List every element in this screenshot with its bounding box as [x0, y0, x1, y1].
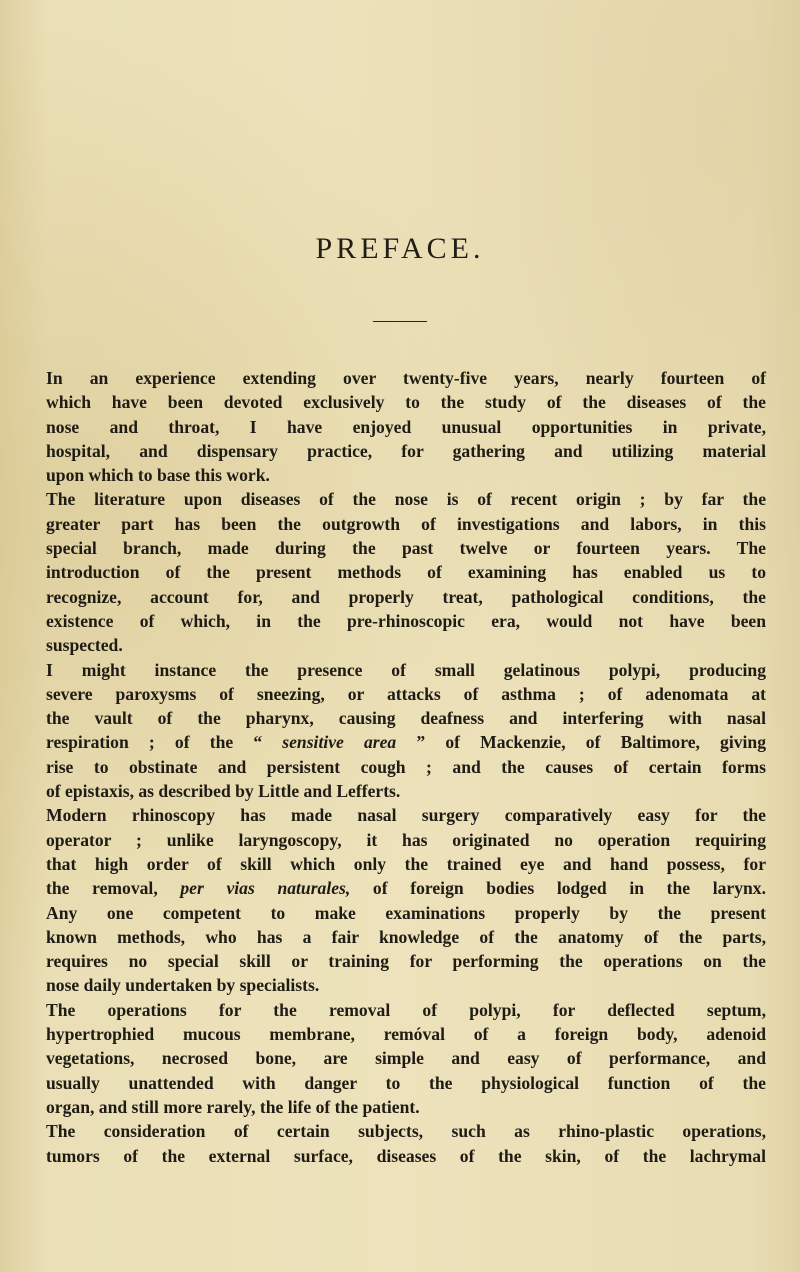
text-segment: respiration ; of the “ — [46, 732, 283, 753]
text-line: of epistaxis, as described by Little and Lefferts. — [46, 781, 401, 802]
text-line — [46, 730, 766, 754]
text-line — [46, 876, 766, 900]
italic-phrase: sensitive area — [282, 732, 397, 753]
text-line: requires no special skill or training for performing the operations on the — [46, 951, 766, 972]
text-line: hospital, and dispensary practice, for gathering and utilizing material — [46, 440, 766, 461]
text-line: nose daily undertaken by specialists. — [46, 975, 320, 996]
text-line: Any one competent to make examinations properly by the present — [46, 902, 766, 923]
text-line: The consideration of certain subjects, such as rhino-plastic operations, — [46, 1121, 766, 1142]
text-segment: ” of Mackenzie, of Baltimore, giving — [396, 732, 766, 753]
text-line: organ, and still more rarely, the life of the patient. — [46, 1096, 420, 1117]
text-line: tumors of the external surface, diseases of the skin, of the lachrymal — [46, 1145, 766, 1166]
text-line: the vault of the pharynx, causing deafness and interfering with nasal — [46, 708, 766, 729]
text-line: known methods, who has a fair knowledge of the anatomy of the parts, — [46, 926, 766, 947]
italic-phrase: per vias naturales, — [180, 878, 351, 899]
text-line: special branch, made during the past twelve or fourteen years. The — [46, 538, 766, 559]
text-line: that high order of skill which only the trained eye and hand possess, for — [46, 853, 766, 874]
text-line: recognize, account for, and properly treat, pathological conditions, the — [46, 586, 766, 607]
text-line: usually unattended with danger to the physiological function of the — [46, 1072, 766, 1093]
text-line: The operations for the removal of polypi, for deflected septum, — [46, 999, 766, 1020]
text-line: vegetations, necrosed bone, are simple and easy of performance, and — [46, 1048, 766, 1069]
text-line: I might instance the presence of small gelatinous polypi, producing — [46, 659, 766, 680]
text-line: greater part has been the outgrowth of investigations and labors, in this — [46, 513, 766, 534]
text-line: suspected. — [46, 635, 123, 656]
text-line: nose and throat, I have enjoyed unusual opportunities in private, — [46, 416, 766, 437]
text-line: introduction of the present methods of examining has enabled us to — [46, 562, 766, 583]
text-line: The literature upon diseases of the nose is of recent origin ; by far the — [46, 489, 766, 510]
text-line: severe paroxysms of sneezing, or attacks of asthma ; of adenomata at — [46, 683, 766, 704]
text-segment: the removal, — [46, 878, 181, 899]
preface-body-text — [46, 366, 766, 1168]
text-line: existence of which, in the pre-rhinoscopic era, would not have been — [46, 610, 766, 631]
text-segment: of foreign bodies lodged in the larynx. — [350, 878, 767, 899]
text-line: hypertrophied mucous membrane, remóval of a foreign body, adenoid — [46, 1024, 766, 1045]
title-rule-divider — [373, 321, 427, 322]
text-line: rise to obstinate and persistent cough ; and the causes of certain forms — [46, 756, 766, 777]
text-line: upon which to base this work. — [46, 465, 270, 486]
page-title: PREFACE. — [315, 232, 485, 265]
text-line: Modern rhinoscopy has made nasal surgery comparatively easy for the — [46, 805, 766, 826]
text-line: which have been devoted exclusively to the study of the diseases of the — [46, 392, 766, 413]
text-line: operator ; unlike laryngoscopy, it has originated no operation requiring — [46, 829, 766, 850]
text-line: In an experience extending over twenty-five years, nearly fourteen of — [46, 368, 766, 388]
